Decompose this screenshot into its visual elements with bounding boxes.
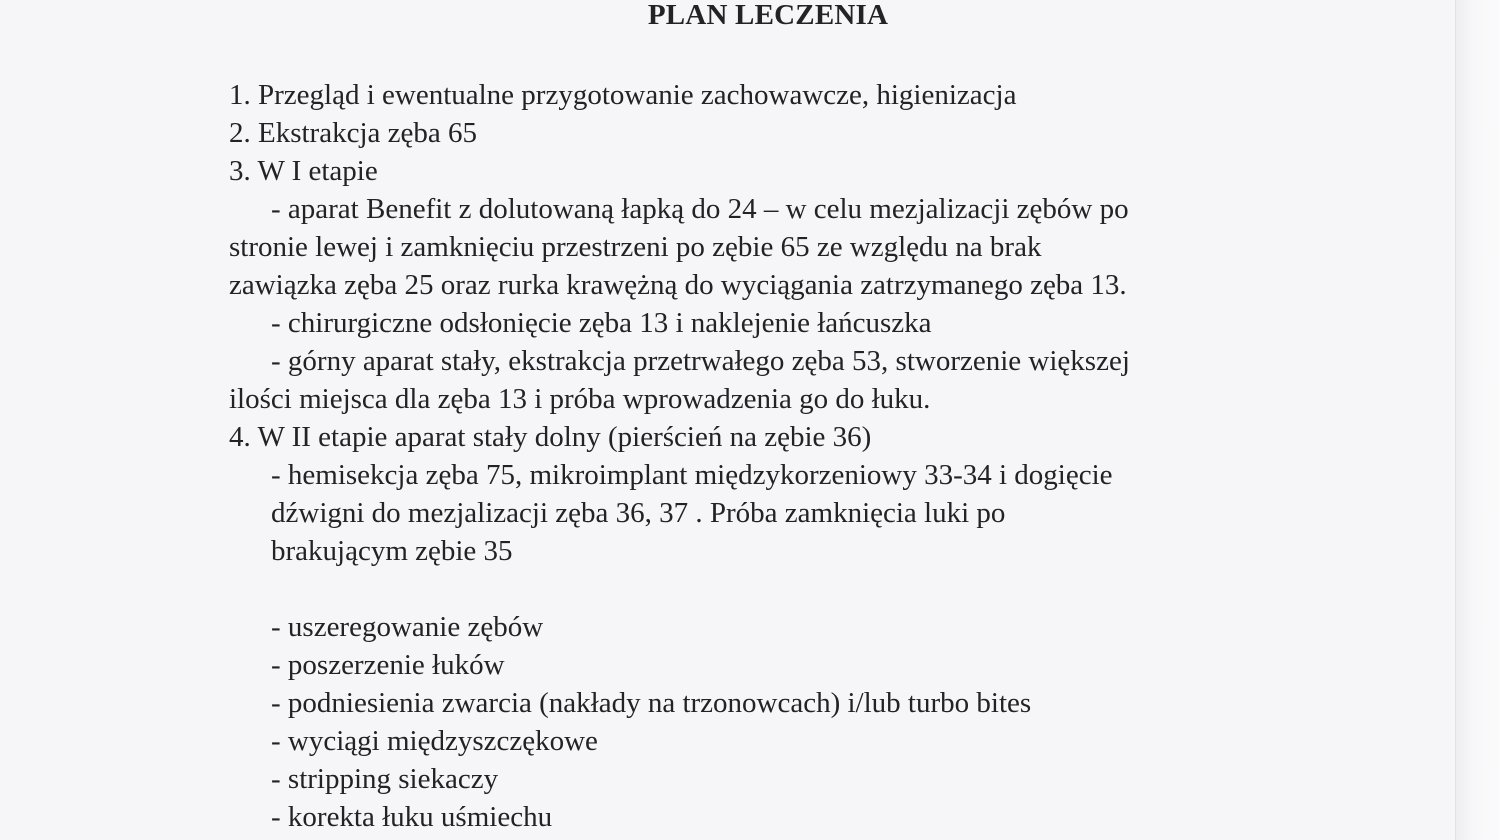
plan-subitem-alignment: - uszeregowanie zębów [271,611,544,643]
plan-subitem-hemisection: - hemisekcja zęba 75, mikroimplant międzykorzeniowy 33-34 i dogięcie [271,459,1113,491]
plan-subitem-arch-expansion: - poszerzenie łuków [271,649,505,681]
blank-line [229,570,1309,608]
plan-item-4: 4. W II etapie aparat stały dolny (pierścień na zębie 36) [229,421,872,453]
plan-text-line: zawiązka zęba 25 oraz rurka krawężną do wyciągania zatrzymanego zęba 13. [229,269,1127,301]
treatment-plan-body [229,76,1309,836]
document-title: PLAN LECZENIA [647,0,889,31]
plan-text-line: stronie lewej i zamknięciu przestrzeni po zębie 65 ze względu na brak [229,231,1042,263]
plan-subitem-elastics: - wyciągi międzyszczękowe [271,725,598,757]
plan-item-3: 3. W I etapie [229,155,378,187]
page-edge-shadow [1455,0,1500,840]
plan-item-1: 1. Przegląd i ewentualne przygotowanie zachowawcze, higienizacja [229,79,1017,111]
plan-text-line: dźwigni do mezjalizacji zęba 36, 37 . Próba zamknięcia luki po [271,497,1006,529]
plan-subitem-bite-raise: - podniesienia zwarcia (nakłady na trzonowcach) i/lub turbo bites [271,687,1032,719]
plan-subitem-upper-appliance: - górny aparat stały, ekstrakcja przetrwałego zęba 53, stworzenie większej [271,345,1130,377]
plan-subitem-smile-arc: - korekta łuku uśmiechu [271,801,553,833]
plan-subitem-benefit: - aparat Benefit z dolutowaną łapką do 24 – w celu mezjalizacji zębów po [271,193,1129,225]
plan-text-line: ilości miejsca dla zęba 13 i próba wprowadzenia go do łuku. [229,383,931,415]
plan-subitem-surgical: - chirurgiczne odsłonięcie zęba 13 i naklejenie łańcuszka [271,307,932,339]
plan-text-line: brakującym zębie 35 [271,535,513,567]
plan-item-2: 2. Ekstrakcja zęba 65 [229,117,478,149]
plan-subitem-stripping: - stripping siekaczy [271,763,499,795]
